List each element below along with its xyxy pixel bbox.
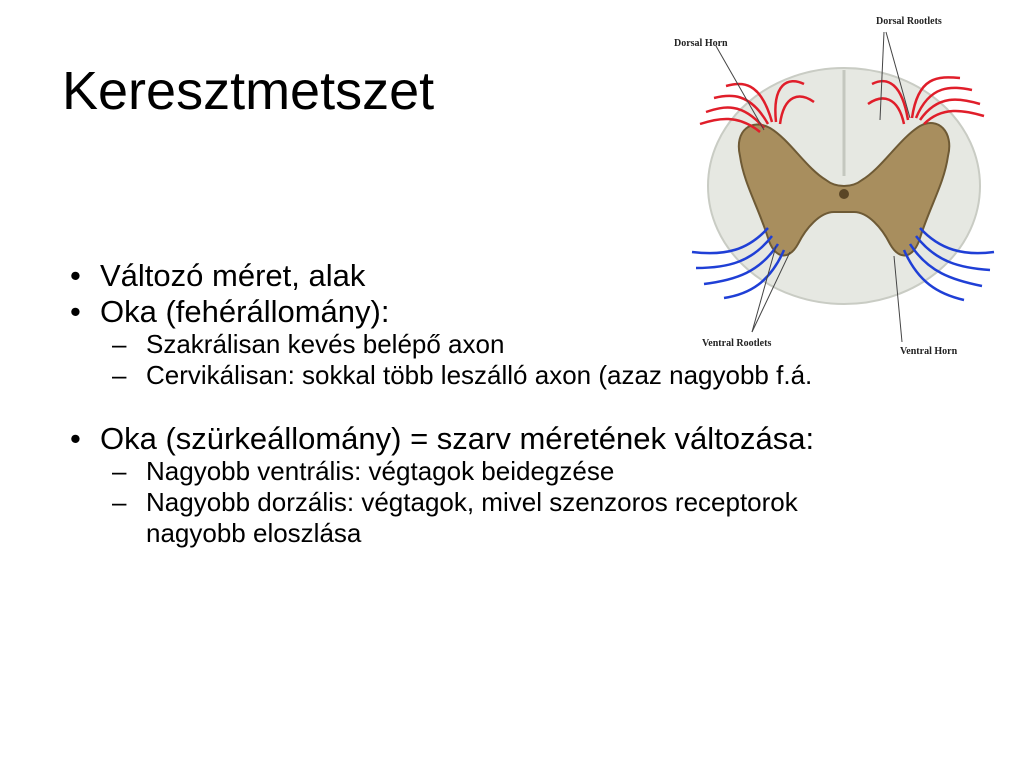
bullet-marker: • <box>70 420 81 456</box>
dorsal-horn-label: Dorsal Horn <box>674 38 728 49</box>
bullet-marker: • <box>70 293 81 329</box>
sub-bullet-text: Nagyobb ventrális: végtagok beidegzése <box>146 456 615 487</box>
spacer <box>62 391 852 421</box>
bullet-item <box>62 421 852 457</box>
bullet-marker: • <box>70 258 81 293</box>
central-canal <box>839 189 849 199</box>
bullet-text: Oka (fehérállomány): <box>100 293 390 329</box>
ventral-rootlets-label: Ventral Rootlets <box>702 338 772 349</box>
sub-bullet-item <box>62 487 852 548</box>
spinal-cord-illustration <box>668 6 1008 366</box>
slide-title: Keresztmetszet <box>62 61 435 121</box>
bullet-text: Oka (szürkeállomány) = szarv méretének változása: <box>100 420 815 456</box>
dorsal-rootlets-label: Dorsal Rootlets <box>876 16 942 27</box>
sub-bullet-text: Nagyobb dorzális: végtagok, mivel szenzoros receptorok nagyobb eloszlása <box>146 486 798 548</box>
ventral-horn-label: Ventral Horn <box>900 346 958 357</box>
sub-bullet-text: Szakrálisan kevés belépő axon <box>146 329 505 360</box>
bullet-text: Változó méret, alak <box>100 258 366 293</box>
spinal-cord-figure <box>668 6 1008 366</box>
sub-bullet-item <box>62 456 852 487</box>
dash-marker: – <box>112 486 127 517</box>
dash-marker: – <box>112 359 127 390</box>
dash-marker: – <box>112 329 127 360</box>
sub-bullet-text: Cervikálisan: sokkal több leszálló axon (azaz nagyobb f.á. <box>146 359 813 390</box>
dash-marker: – <box>112 456 127 487</box>
